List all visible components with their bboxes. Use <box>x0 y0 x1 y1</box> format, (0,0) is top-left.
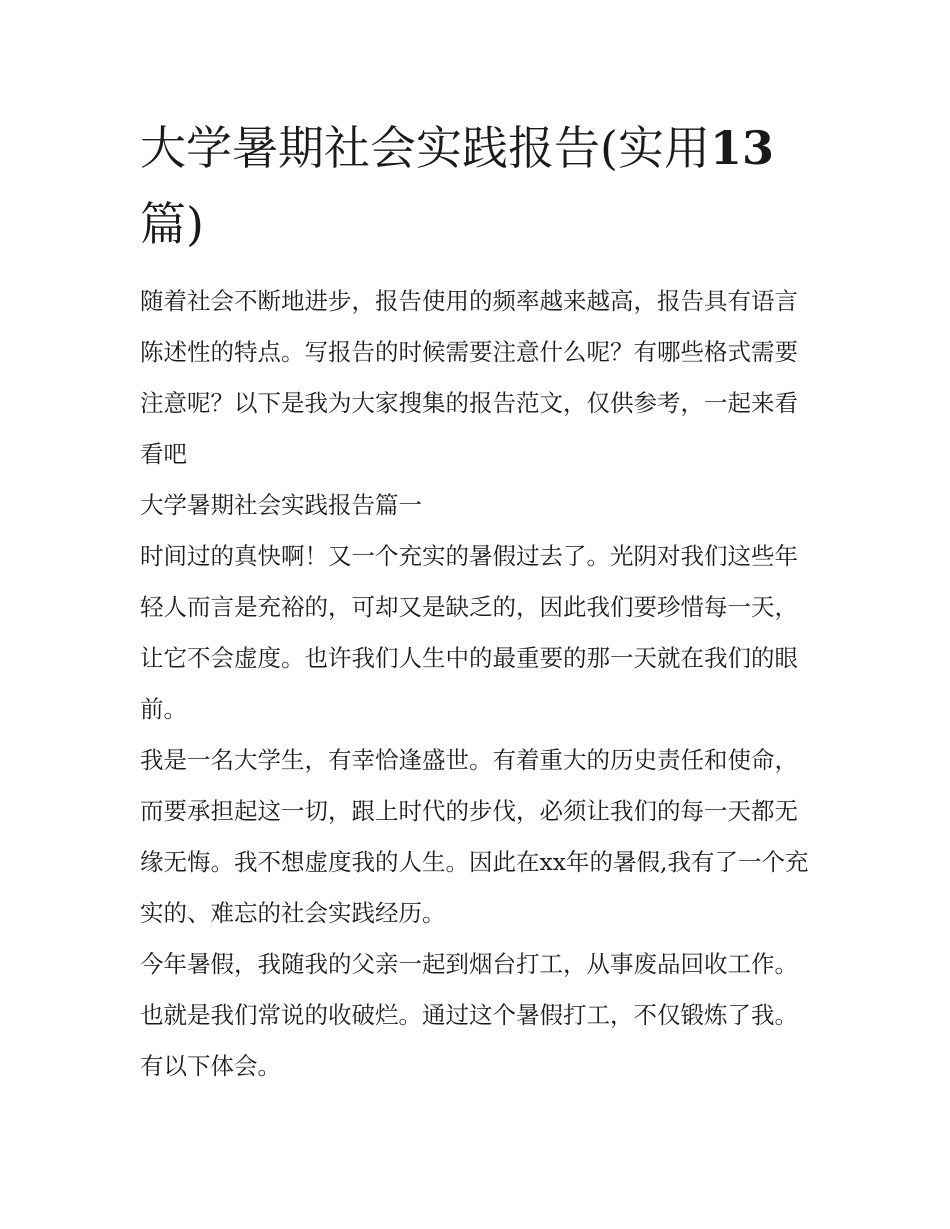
body-paragraph: 时间过的真快啊！又一个充实的暑假过去了。光阴对我们这些年轻人而言是充裕的，可却又是缺乏的，因此我们要珍惜每一天，让它不会虚度。也许我们人生中的最重要的那一天就在我们的眼前。 <box>140 542 798 723</box>
document-body <box>140 110 816 1092</box>
title-number: 13 <box>709 121 774 175</box>
body-paragraph: 今年暑假，我随我的父亲一起到烟台打工，从事废品回收工作。也就是我们常说的收破烂。通过这个暑假打工，不仅锻炼了我。有以下体会。 <box>140 950 798 1080</box>
intro-paragraph: 随着社会不断地进步，报告使用的频率越来越高，报告具有语言陈述性的特点。写报告的时候需要注意什么呢？有哪些格式需要注意呢？以下是我为大家搜集的报告范文，仅供参考，一起来看看吧 <box>140 287 798 468</box>
body-paragraph: 我是一名大学生，有幸恰逢盛世。有着重大的历史责任和使命，而要承担起这一切，跟上时代的步伐，必须让我们的每一天都无缘无悔。我不想虚度我的人生。因此在xx年的暑假,我有了一个充实的、难忘的社会实践经历。 <box>140 746 809 927</box>
document-title: 大学暑期社会实践报告(实用13篇) <box>140 121 774 251</box>
section-heading: 大学暑期社会实践报告篇一 <box>140 491 422 519</box>
